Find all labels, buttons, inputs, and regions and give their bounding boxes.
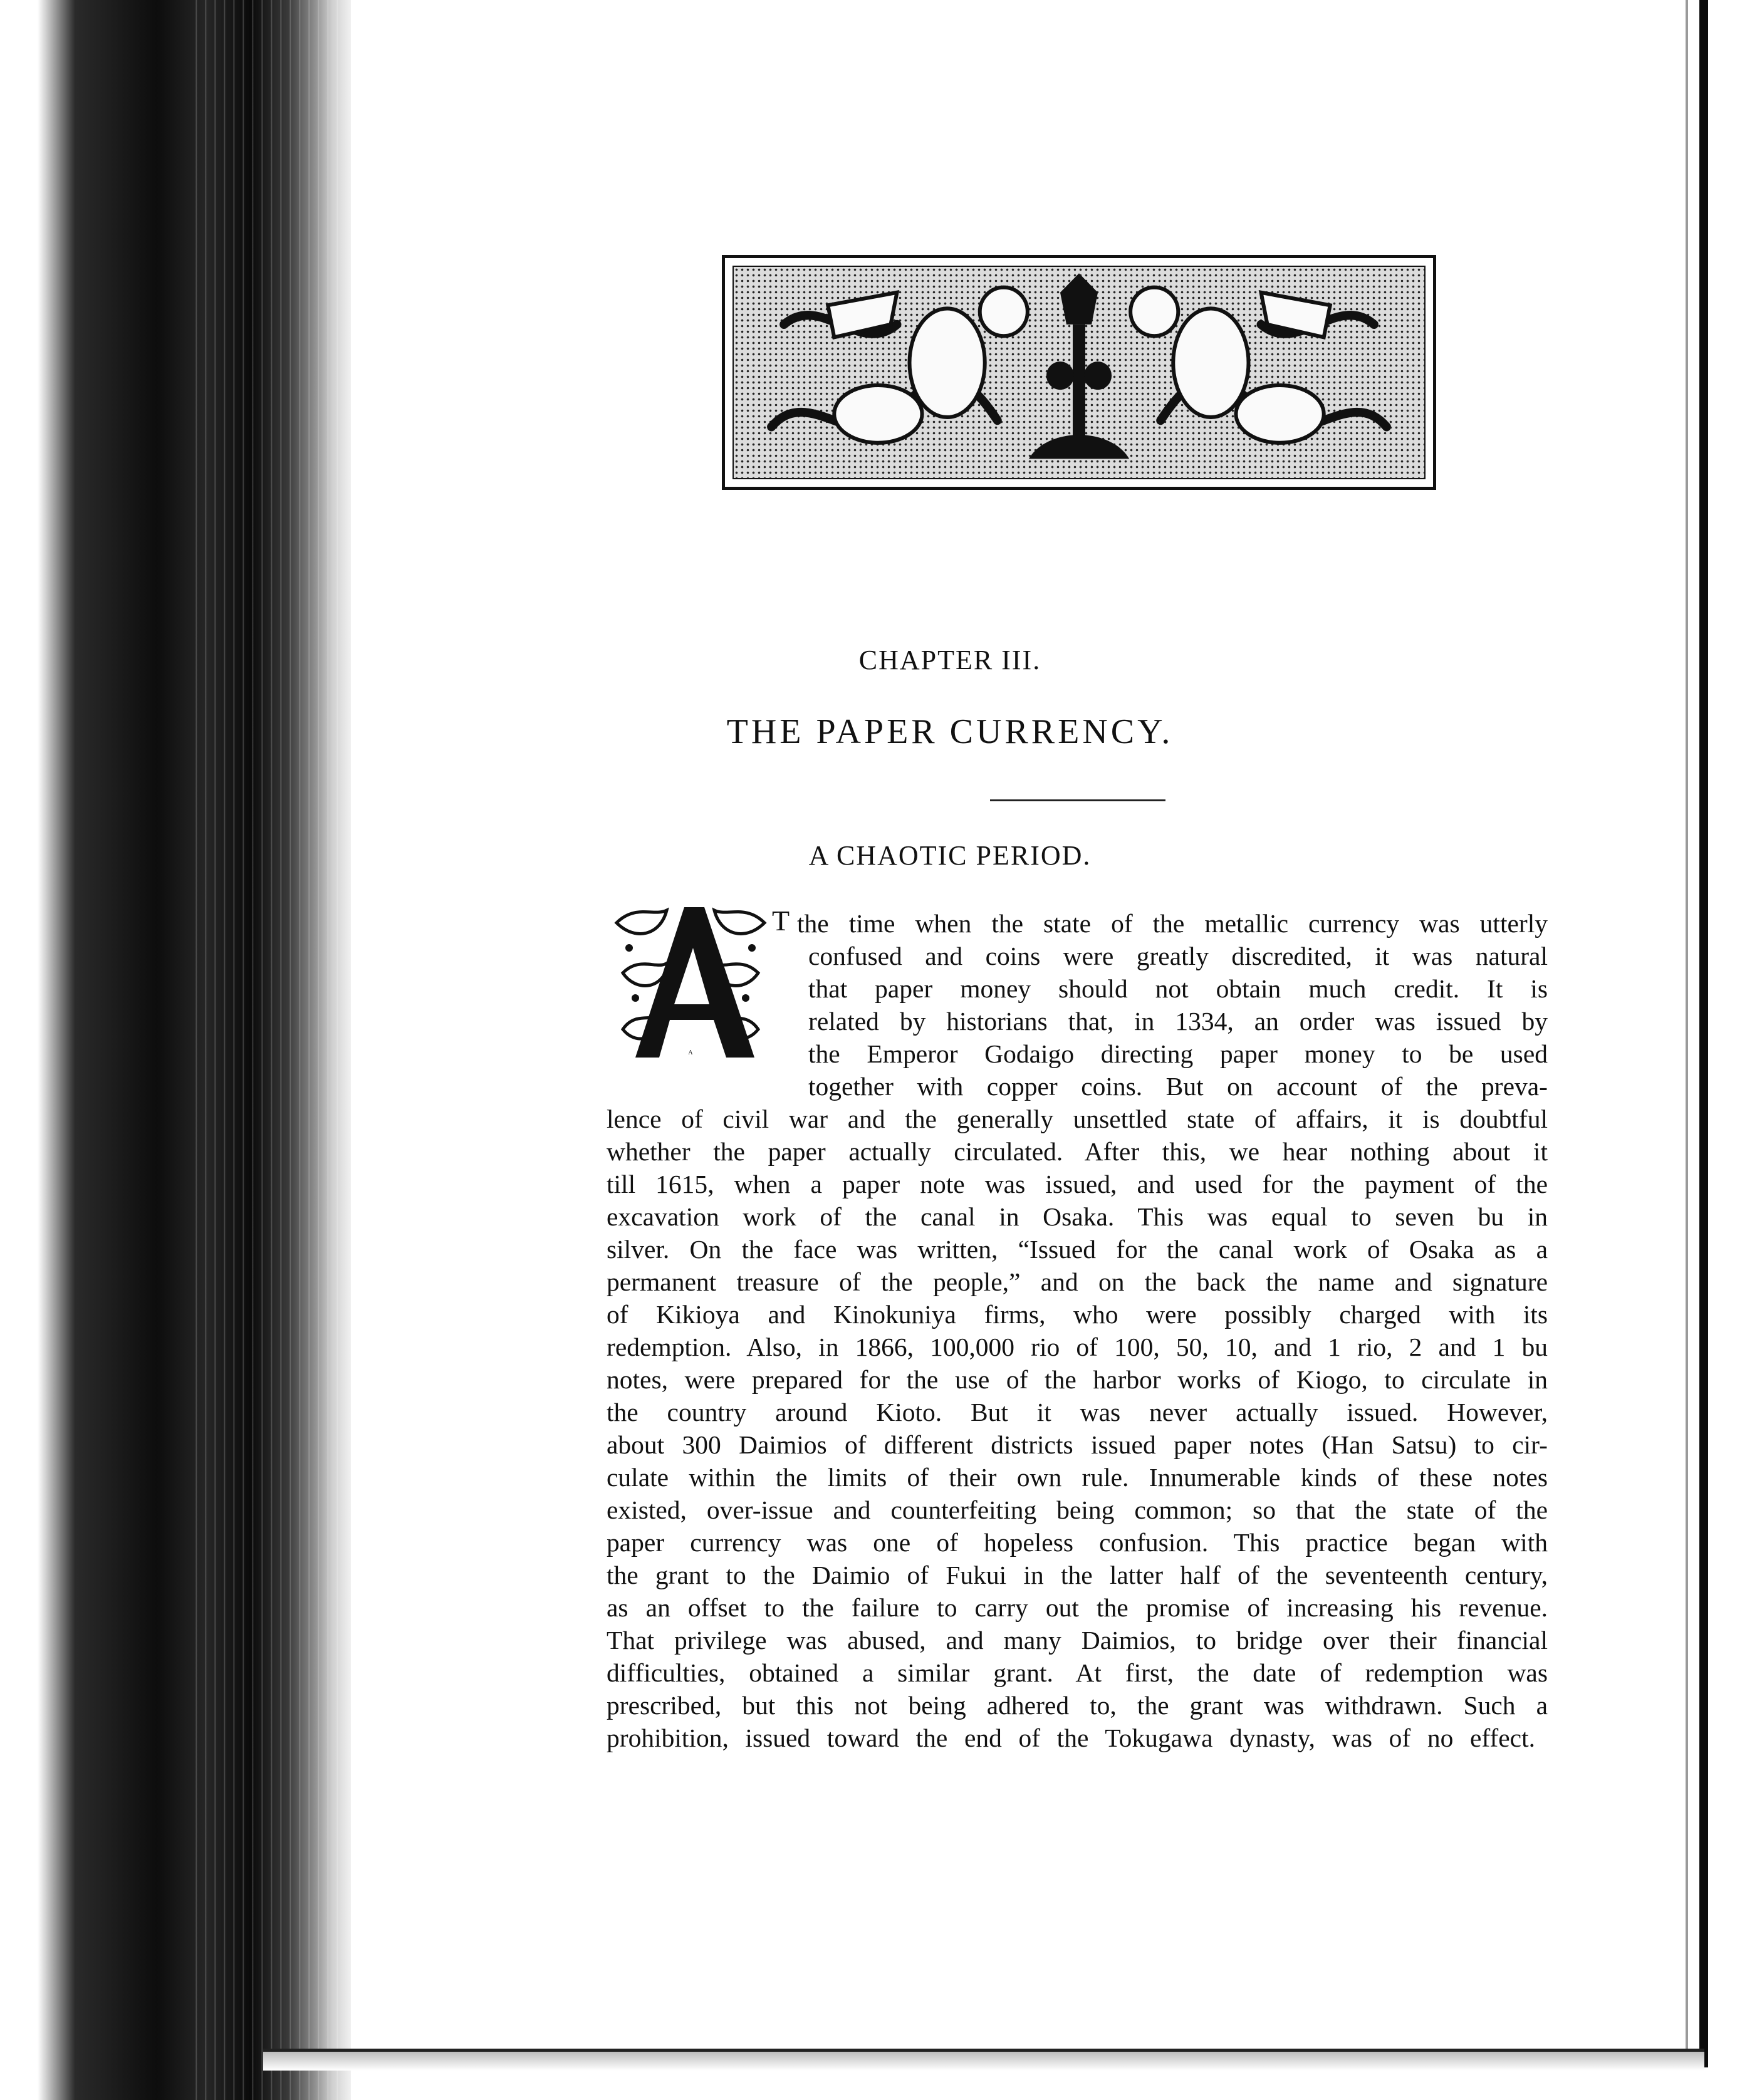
chapter-number: CHAPTER III. [858, 645, 1041, 675]
ornament-engraving [734, 267, 1424, 478]
text-line: of Kikioya and Kinokuniya firms, who were possibly charged with its [607, 1300, 1548, 1329]
section-title: A CHAOTIC PERIOD. [808, 840, 1092, 871]
text-line: difficulties, obtained a similar grant. At first, the date of redemption was [607, 1658, 1548, 1687]
text-line: silver. On the face was written, “Issued for the canal work of Osaka as a [607, 1235, 1548, 1264]
text-line: that paper money should not obtain much credit. It is [808, 974, 1548, 1003]
text-line: the country around Kioto. But it was never actually issued. However, [607, 1398, 1548, 1427]
text-line: the grant to the Daimio of Fukui in the latter half of the seventeenth century, [607, 1561, 1548, 1589]
text-line: lence of civil war and the generally unsettled state of affairs, it is doubtful [607, 1105, 1548, 1133]
dropcap-letter-a [610, 904, 771, 1064]
text-line: confused and coins were greatly discredited, it was natural [808, 942, 1548, 970]
text-line: permanent treasure of the people,” and on the back the name and signature [607, 1267, 1548, 1296]
text-line: paper currency was one of hopeless confusion. This practice began with [607, 1528, 1548, 1557]
dropcap-text: A [688, 1049, 693, 1056]
text-line: related by historians that, in 1334, an order was issued by [808, 1007, 1548, 1036]
page-bottom-edge [263, 2049, 1704, 2071]
text-line: prohibition, issued toward the end of the Tokugawa dynasty, was of no effect. [607, 1723, 1535, 1752]
text-line: notes, were prepared for the use of the harbor works of Kiogo, to circulate in [607, 1365, 1548, 1394]
text-line: That privilege was abused, and many Daimios, to bridge over their financial [607, 1626, 1548, 1655]
right-page-shadow [1686, 0, 1688, 2067]
text-line: existed, over-issue and counterfeiting being common; so that the state of the [607, 1495, 1548, 1524]
text-line: redemption. Also, in 1866, 100,000 rio of 100, 50, 10, and 1 rio, 2 and 1 bu [607, 1333, 1548, 1361]
text-line: prescribed, but this not being adhered to, the grant was withdrawn. Such a [607, 1691, 1548, 1720]
headpiece-ornament [722, 255, 1436, 490]
text-line: excavation work of the canal in Osaka. This was equal to seven bu in [607, 1202, 1548, 1231]
text-line: the Emperor Godaigo directing paper money to be used [808, 1039, 1548, 1068]
lead-letter: T [772, 905, 790, 937]
title-divider-rule [990, 799, 1165, 801]
text-line: together with copper coins. But on account of the preva- [808, 1072, 1548, 1101]
text-line: about 300 Daimios of different districts issued paper notes (Han Satsu) to cir- [607, 1430, 1548, 1459]
text-line: till 1615, when a paper note was issued, and used for the payment of the [607, 1170, 1548, 1198]
text-line: whether the paper actually circulated. After this, we hear nothing about it [607, 1137, 1548, 1166]
page-edge-lines [188, 0, 338, 2100]
text-line: as an offset to the failure to carry out the promise of increasing his revenue. [607, 1593, 1548, 1622]
text-line: the time when the state of the metallic currency was utterly [797, 909, 1548, 938]
text-line: culate within the limits of their own rule. Innumerable kinds of these notes [607, 1463, 1548, 1492]
right-page-edge [1699, 0, 1708, 2067]
chapter-title: THE PAPER CURRENCY. [726, 712, 1174, 751]
